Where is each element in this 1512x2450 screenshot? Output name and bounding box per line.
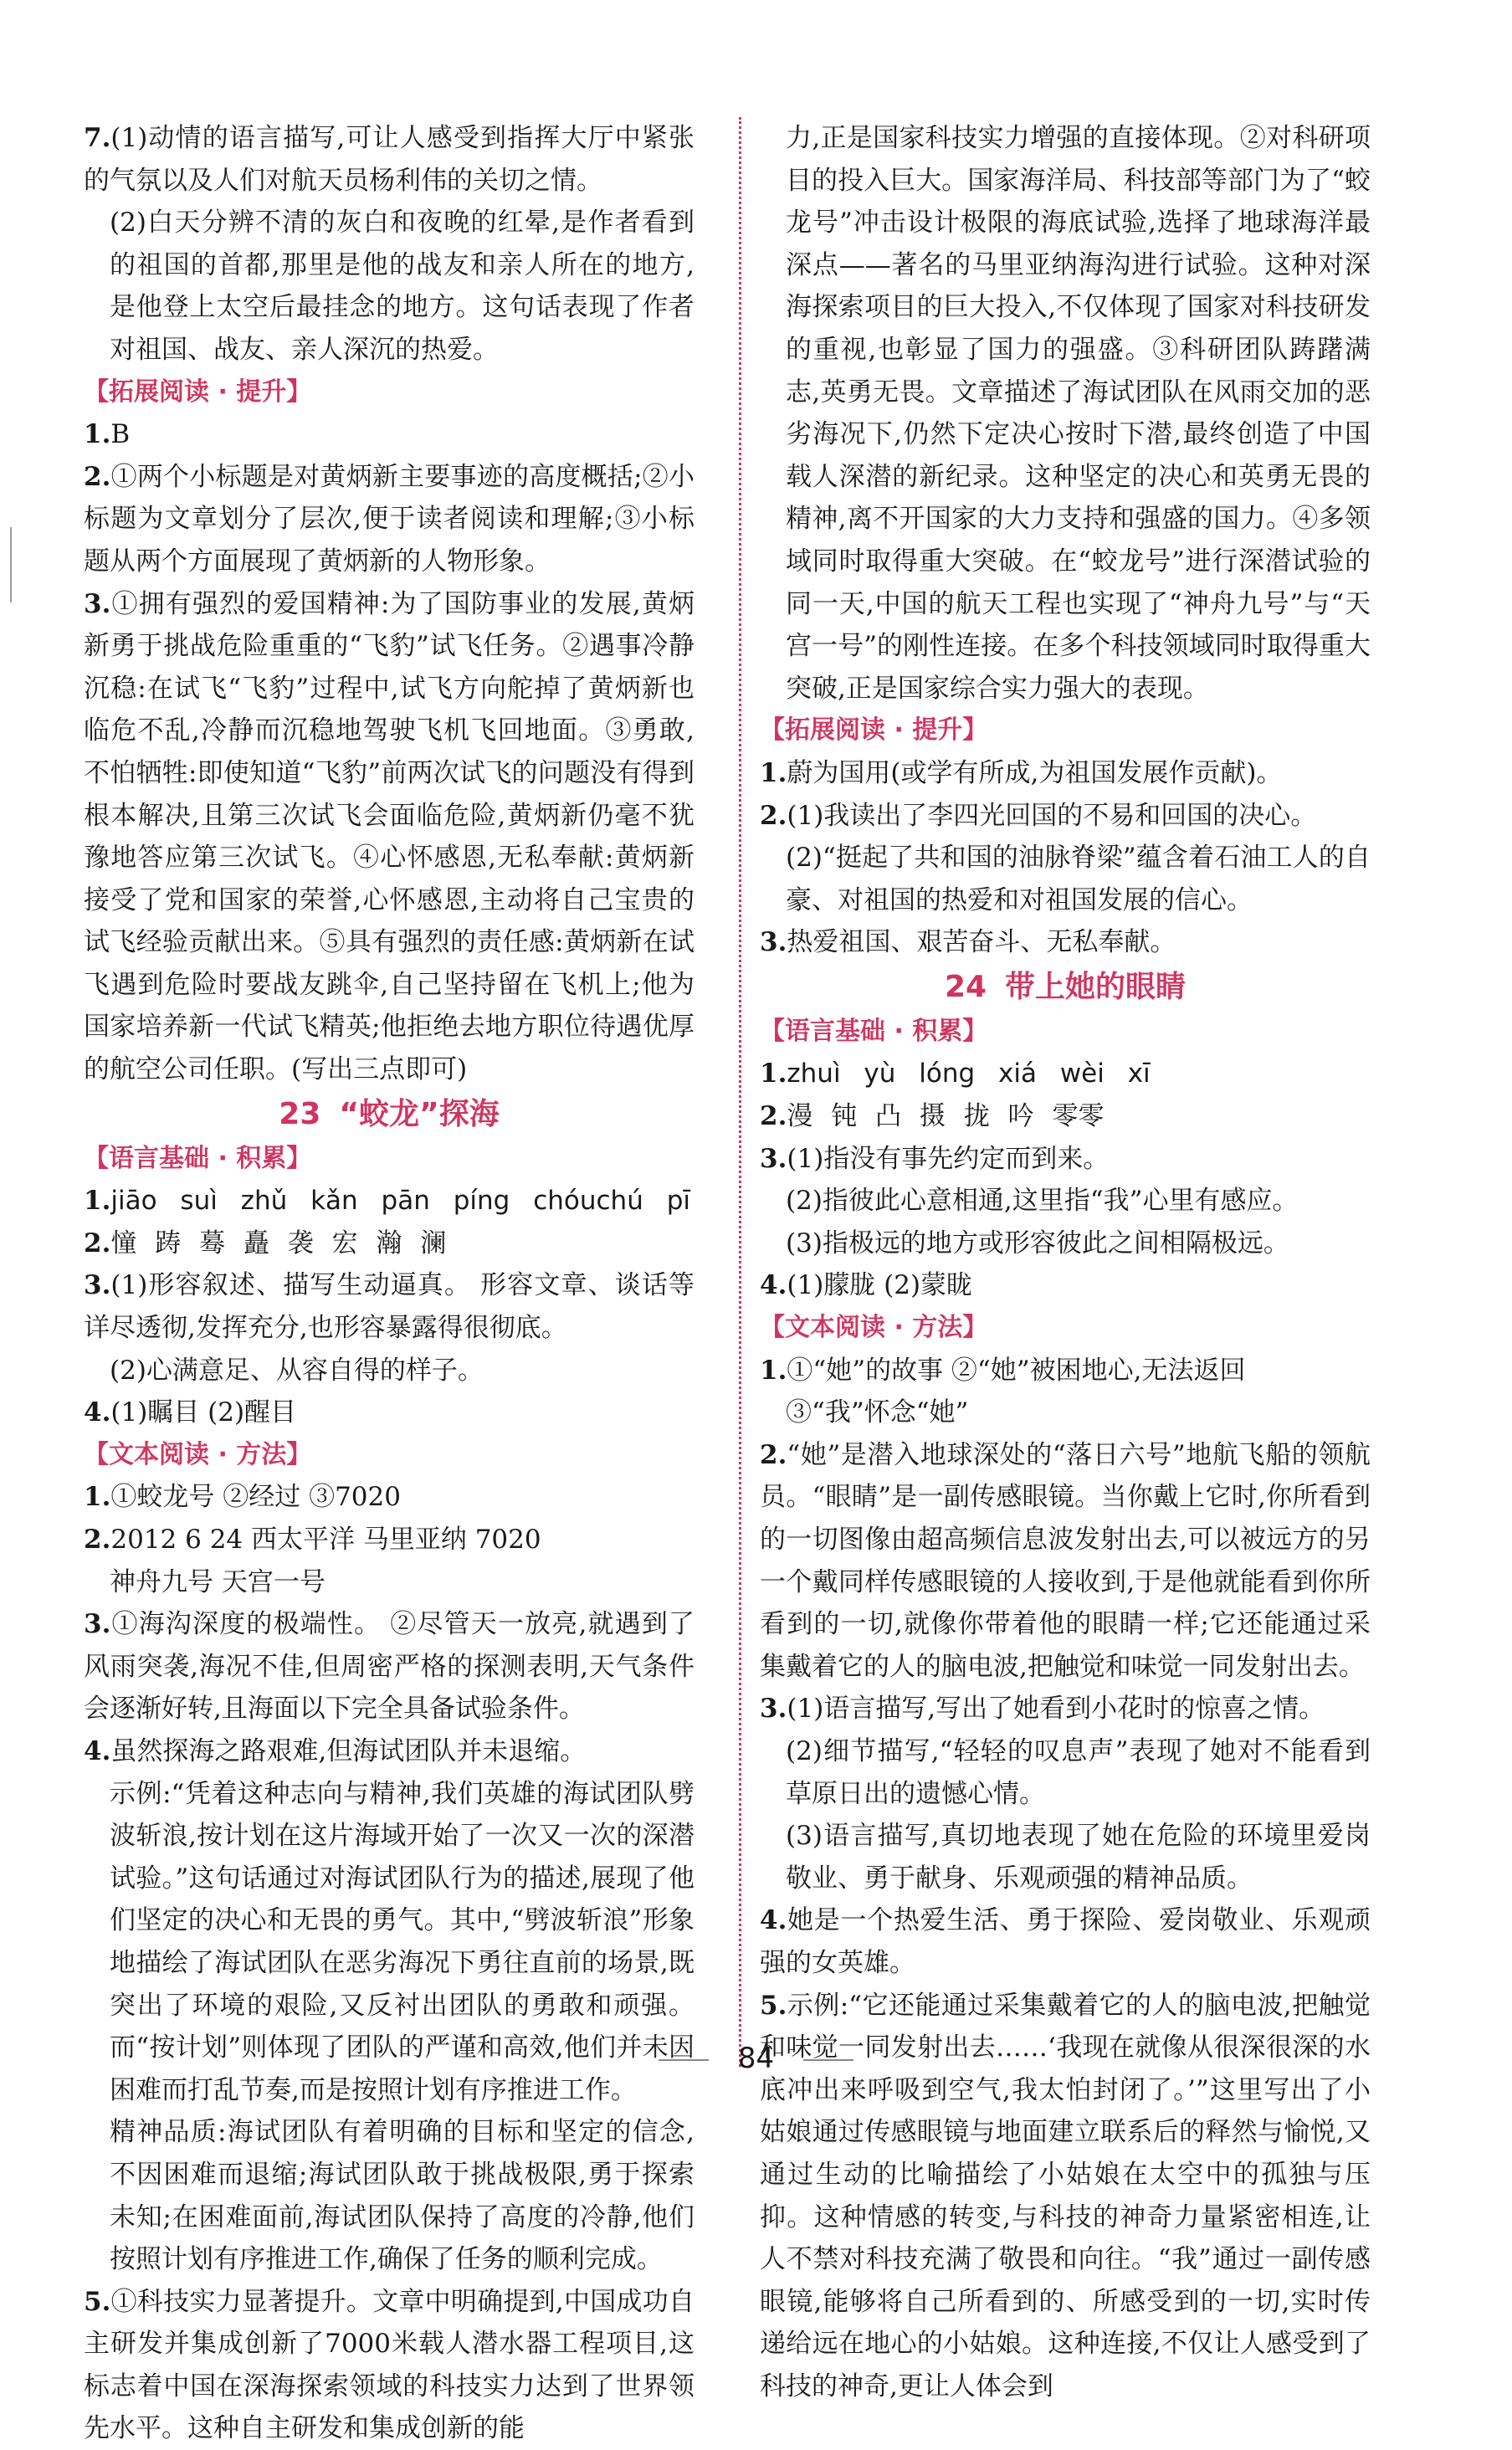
chapter-title (760, 964, 1371, 1011)
item-text: (2)心满意足、从容自得的样子。 (110, 1355, 484, 1386)
item-number: 4. (84, 1397, 111, 1428)
item-text: (2)细节描写,“轻轻的叹息声”表现了她对不能看到草原日出的遗憾心情。 (786, 1735, 1371, 1809)
item-text: 力,正是国家科技实力增强的直接体现。②对科研项目的投入巨大。国家海洋局、科技部等部门为了“蛟龙号”冲击设计极限的海底试验,选择了地球海洋最深点——著名的马里亚纳海沟进行试验。这种对深海探索项目的巨大投入,不仅体现了国家对科技研发的重视,也彰显了国力的强盛。③科研团队踌躇满志,英勇无畏。文章描述了海试团队在风雨交加的恶劣海况下,仍然下定决心按时下潜,最终创造了中国载人深潜的新纪录。这种坚定的决心和英勇无畏的精神,离不开国家的大力支持和强盛的国力。④多领域同时取得重大突破。在“蛟龙号”进行深潜试验的同一天,中国的航天工程也实现了“神舟九号”与“天宫一号”的刚性连接。在多个科技领域同时取得重大突破,正是国家综合实力强大的表现。 (786, 123, 1371, 704)
item-number: 5. (84, 2286, 111, 2317)
item-text: ①科技实力显著提升。文章中明确提到,中国成功自主研发并集成创新了7000米载人潜水器工程项目,这标志着中国在深海探索领域的科技实力达到了世界领先水平。这种自主研发和集成创新的能 (84, 2286, 694, 2444)
answer-item (760, 921, 1371, 964)
answer-item (84, 456, 694, 583)
item-text: (1)指没有事先约定而到来。 (787, 1143, 1110, 1174)
item-number: 3. (760, 1143, 787, 1174)
item-number: 2. (760, 800, 787, 831)
answer-item (760, 1095, 1371, 1138)
section-heading: 【语言基础 · 积累】 (84, 1143, 312, 1173)
answer-item (84, 583, 694, 1091)
left-column (84, 117, 694, 2450)
item-text: (1)我读出了李四光回国的不易和回国的决心。 (787, 800, 1317, 831)
answer-item (760, 752, 1371, 795)
item-text: 憧 踌 蓦 矗 袭 宏 瀚 澜 (110, 1228, 447, 1258)
item-text: (2)白天分辨不清的灰白和夜晚的红晕,是作者看到的祖国的首都,那里是他的战友和亲人所在的地方,是他登上太空后最挂念的地方。这句话表现了作者对祖国、战友、亲人深沉的热爱。 (110, 208, 694, 365)
column-divider (739, 117, 741, 2067)
item-text: ①蛟龙号 ②经过 ③7020 (110, 1482, 401, 1513)
answer-item (760, 795, 1371, 838)
section-heading: 【文本阅读 · 方法】 (760, 1313, 988, 1343)
answer-continuation (760, 1392, 1371, 1434)
item-number: 1. (84, 419, 111, 450)
item-text: (3)指极远的地方或形容彼此之间相隔极远。 (786, 1228, 1289, 1258)
answer-item (84, 1603, 694, 1730)
chapter-title (84, 1091, 694, 1138)
item-number: 2. (84, 1228, 111, 1258)
answer-item (760, 1688, 1371, 1730)
item-number: 1. (84, 1186, 111, 1217)
answer-item (760, 1138, 1371, 1181)
answer-continuation (760, 117, 1371, 710)
item-text: zhuì yù lóng xiá wèi xī (787, 1058, 1151, 1089)
item-text: 她是一个热爱生活、勇于探险、爱岗敬业、乐观顽强的女英雄。 (760, 1905, 1371, 1978)
item-text: (1)语言描写,写出了她看到小花时的惊喜之情。 (787, 1694, 1325, 1725)
answer-continuation (760, 1222, 1371, 1265)
item-text: ①海沟深度的极端性。 ②尽管天一放亮,就遇到了风雨突袭,海况不佳,但周密严格的探测表明,天气条件会逐渐好转,且海面以下完全具备试验条件。 (84, 1609, 694, 1725)
item-text: 示例:“它还能通过采集戴着它的人的脑电波,把触觉和味觉一同发射出去……‘我现在就像从很深很深的水底冲出来呼吸到空气,我太怕封闭了。’”这里写出了小姑娘通过传感眼镜与地面建立联系后的释然与愉悦,又通过生动的比喻描绘了小姑娘在太空中的孤独与压抑。这种情感的转变,与科技的神奇力量紧密相连,让人不禁对科技充满了敬畏和向往。“我”通过一副传感眼镜,能够将自己所看到的、所感受到的一切,实时传递给远在地心的小姑娘。这种连接,不仅让人感受到了科技的神奇,更让人体会到 (760, 1990, 1371, 2401)
footer-dash-right (803, 2059, 853, 2061)
answer-item (84, 2281, 694, 2450)
item-text: (1)动情的语言描写,可让人感受到指挥大厅中紧张的气氛以及人们对航天员杨利伟的关切之情。 (84, 123, 694, 196)
item-number: 4. (760, 1905, 787, 1936)
item-text: (1)瞩目 (2)醒目 (110, 1397, 297, 1428)
section-heading: 【拓展阅读 · 提升】 (84, 377, 312, 407)
answer-continuation (760, 837, 1371, 921)
answer-item (84, 1392, 694, 1434)
item-number: 2. (84, 461, 111, 492)
section-heading: 【拓展阅读 · 提升】 (760, 715, 988, 746)
item-text: ③“我”怀念“她” (786, 1397, 969, 1428)
answer-item (84, 1222, 694, 1265)
item-number: 7. (84, 123, 111, 153)
answer-item (84, 1264, 694, 1349)
answer-continuation (760, 1180, 1371, 1222)
item-text: (2)指彼此心意相通,这里指“我”心里有感应。 (786, 1186, 1299, 1217)
chapter-number: 24 (944, 969, 987, 1004)
item-number: 3. (84, 588, 111, 619)
item-text: 蔚为国用(或学有所成,为祖国发展作贡献)。 (787, 757, 1283, 788)
chapter-title-text: 带上她的眼睛 (1005, 969, 1187, 1004)
item-number: 3. (760, 1694, 787, 1725)
item-text: 热爱祖国、艰苦奋斗、无私奉献。 (787, 927, 1176, 958)
item-text: (1)朦胧 (2)蒙眬 (787, 1270, 973, 1301)
answer-item (84, 1730, 694, 1773)
item-text: (2)“挺起了共和国的油脉脊梁”蕴含着石油工人的自豪、对祖国的热爱和对祖国发展的信心。 (786, 843, 1371, 915)
section-heading: 【文本阅读 · 方法】 (84, 1439, 312, 1469)
item-number: 2. (84, 1525, 111, 1555)
chapter-title-text: “蛟龙”探海 (339, 1096, 500, 1131)
item-text: (1)形容叙述、描写生动逼真。 形容文章、谈话等详尽透彻,发挥充分,也形容暴露得很彻底。 (84, 1270, 694, 1344)
answer-item (760, 1053, 1371, 1095)
item-text: 2012 6 24 西太平洋 马里亚纳 7020 (110, 1525, 541, 1555)
item-text: 虽然探海之路艰难,但海试团队并未退缩。 (110, 1735, 587, 1766)
answer-item (84, 1180, 694, 1222)
item-text: B (110, 419, 131, 450)
item-text: ①两个小标题是对黄炳新主要事迹的高度概括;②小标题为文章划分了层次,便于读者阅读和理解;③小标题从两个方面展现了黄炳新的人物形象。 (84, 461, 694, 577)
page-number: 84 (737, 2042, 775, 2075)
item-text: ①“她”的故事 ②“她”被困地心,无法返回 (787, 1355, 1246, 1386)
item-number: 5. (760, 1990, 787, 2021)
item-text: 漫 钝 凸 摄 拢 吟 零零 (787, 1101, 1105, 1132)
item-number: 4. (760, 1270, 787, 1301)
chapter-number: 23 (279, 1096, 321, 1131)
item-number: 3. (84, 1270, 111, 1301)
item-number: 1. (760, 1058, 787, 1089)
item-number: 2. (760, 1101, 787, 1132)
answer-continuation (84, 1561, 694, 1604)
item-text: jiāo suì zhǔ kǎn pān píng chóuchú pī (110, 1186, 690, 1217)
item-number: 1. (760, 757, 787, 788)
answer-item (760, 1899, 1371, 1984)
item-text: (3)语言描写,真切地表现了她在危险的环境里爱岗敬业、勇于献身、乐观顽强的精神品质。 (786, 1821, 1371, 1894)
answer-item (84, 413, 694, 456)
item-number: 4. (84, 1735, 111, 1766)
answer-item (760, 1350, 1371, 1392)
answer-item (760, 1434, 1371, 1689)
section-heading: 【语言基础 · 积累】 (760, 1016, 988, 1046)
item-number: 1. (84, 1482, 111, 1513)
answer-item (760, 1264, 1371, 1307)
item-text: “她”是潜入地球深处的“落日六号”地航飞船的领航员。“眼睛”是一副传感眼镜。当你戴上它时,你所看到的一切图像由超高频信息波发射出去,可以被远方的另一个戴同样传感眼镜的人接收到,于是他就能看到你所看到的一切,就像你带着他的眼睛一样;它还能通过采集戴着它的人的脑电波,把触觉和味觉一同发射出去。 (760, 1439, 1371, 1682)
item-text: 神舟九号 天宫一号 (110, 1566, 325, 1597)
footer-dash-left (659, 2059, 709, 2061)
item-text: 示例:“凭着这种志向与精神,我们英雄的海试团队劈波斩浪,按计划在这片海域开始了一次又一次的深潜试验。”这句话通过对海试团队行为的描述,展现了他们坚定的决心和无畏的勇气。其中,“劈波斩浪”形象地描绘了海试团队在恶劣海况下勇往直前的场景,既突出了环境的艰险,又反衬出团队的勇敢和顽强。而“按计划”则体现了团队的严谨和高效,他们并未因困难而打乱节奏,而是按照计划有序推进工作。 (110, 1778, 694, 2105)
answer-continuation (84, 1350, 694, 1392)
binding-marks (10, 527, 27, 602)
item-number: 3. (760, 927, 787, 958)
item-number: 3. (84, 1609, 111, 1640)
answer-item (84, 1476, 694, 1519)
item-number: 1. (760, 1355, 787, 1386)
answer-continuation (84, 2111, 694, 2280)
item-number: 2. (760, 1439, 787, 1470)
item-text: 精神品质:海试团队有着明确的目标和坚定的信念,不因困难而退缩;海试团队敢于挑战极限,勇于探索未知;在困难面前,海试团队保持了高度的冷静,他们按照计划有序推进工作,确保了任务的顺利完成。 (110, 2117, 694, 2275)
item-text: ①拥有强烈的爱国精神:为了国防事业的发展,黄炳新勇于挑战危险重重的“飞豹”试飞任务。②遇事冷静沉稳:在试飞“飞豹”过程中,试飞方向舵掉了黄炳新也临危不乱,冷静而沉稳地驾驶飞机飞回地面。③勇敢,不怕牺牲:即使知道“飞豹”前两次试飞的问题没有得到根本解决,且第三次试飞会面临危险,黄炳新仍毫不犹豫地答应第三次试飞。④心怀感恩,无私奉献:黄炳新接受了党和国家的荣誉,心怀感恩,主动将自己宝贵的试飞经验贡献出来。⑤具有强烈的责任感:黄炳新在试飞遇到危险时要战友跳伞,自己坚持留在飞机上;他为国家培养新一代试飞精英;他拒绝去地方职位待遇优厚的航空公司任职。(写出三点即可) (84, 588, 694, 1085)
answer-continuation (760, 1815, 1371, 1899)
answer-continuation (760, 1730, 1371, 1815)
page-footer (0, 2042, 1512, 2075)
answer-item (84, 1519, 694, 1561)
answer-item (84, 117, 694, 202)
answer-continuation (84, 202, 694, 371)
